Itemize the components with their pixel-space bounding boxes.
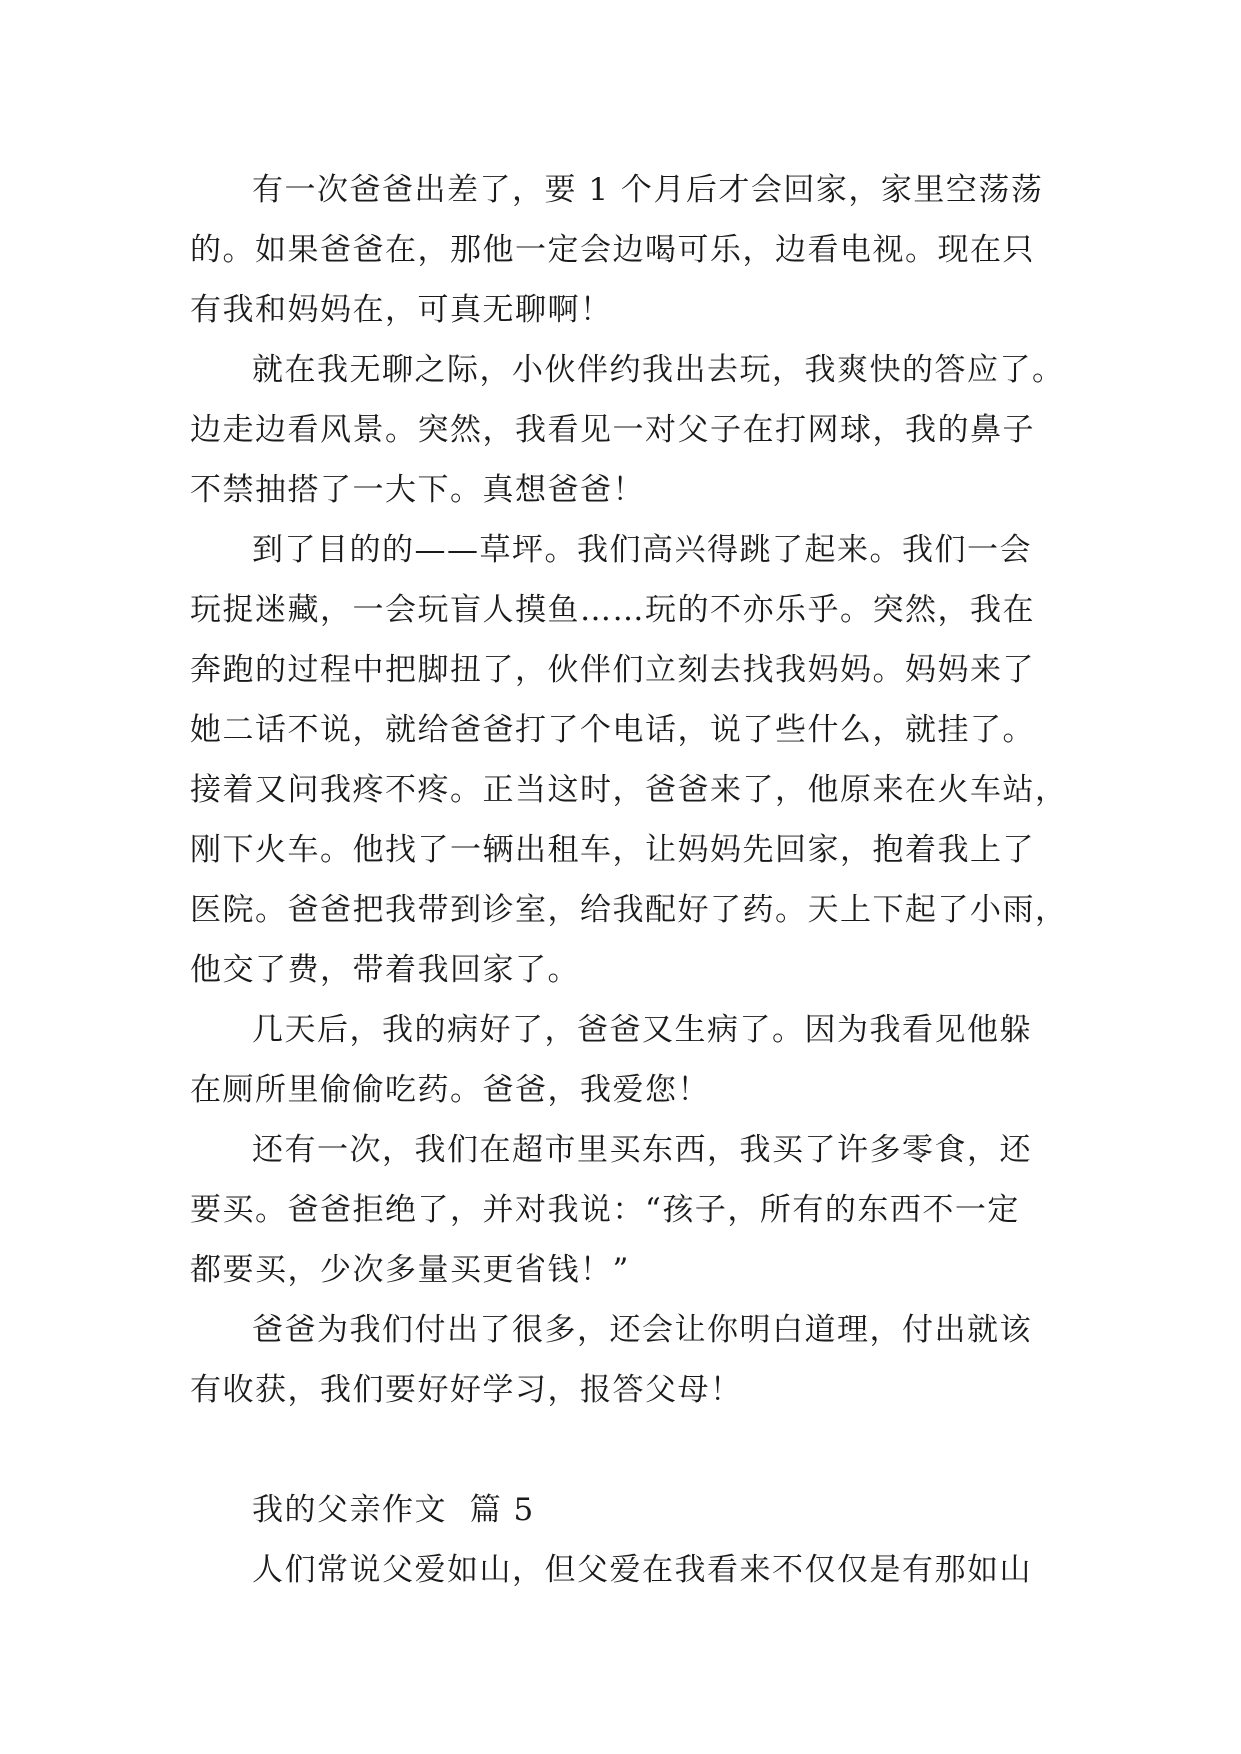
section-heading <box>190 1480 1060 1540</box>
text-line: 还有一次，我们在超市里买东西，我买了许多零食，还 <box>252 1132 1032 1168</box>
text-line: 刚下火车。他找了一辆出租车，让妈妈先回家，抱着我上了 <box>190 832 1035 868</box>
paragraph-4 <box>190 1000 1060 1120</box>
text-line: 不禁抽搭了一大下。真想爸爸！ <box>190 472 645 508</box>
text-line: 她二话不说，就给爸爸打了个电话，说了些什么，就挂了。 <box>190 712 1035 748</box>
section-heading-text: 我的父亲作文 篇 5 <box>252 1492 535 1528</box>
text-line: 到了目的的——草坪。我们高兴得跳了起来。我们一会 <box>252 532 1032 568</box>
text-line: 在厕所里偷偷吃药。爸爸，我爱您！ <box>190 1072 710 1108</box>
text-line: 医院。爸爸把我带到诊室，给我配好了药。天上下起了小雨， <box>190 892 1068 928</box>
text-line: 有我和妈妈在，可真无聊啊！ <box>190 292 613 328</box>
essay-body <box>190 160 1068 1600</box>
text-line: 边走边看风景。突然，我看见一对父子在打网球，我的鼻子 <box>190 412 1035 448</box>
final-paragraph <box>190 1540 1060 1600</box>
text-line: 爸爸为我们付出了很多，还会让你明白道理，付出就该 <box>252 1312 1032 1348</box>
text-line: 就在我无聊之际，小伙伴约我出去玩，我爽快的答应了。 <box>252 352 1065 388</box>
paragraph-1 <box>190 160 1060 340</box>
text-line: 几天后，我的病好了，爸爸又生病了。因为我看见他躲 <box>252 1012 1032 1048</box>
text-line: 要买。爸爸拒绝了，并对我说：“孩子，所有的东西不一定 <box>190 1192 1020 1228</box>
text-line: 的。如果爸爸在，那他一定会边喝可乐，边看电视。现在只 <box>190 232 1035 268</box>
text-line: 奔跑的过程中把脚扭了，伙伴们立刻去找我妈妈。妈妈来了 <box>190 652 1035 688</box>
text-line: 玩捉迷藏，一会玩盲人摸鱼……玩的不亦乐乎。突然，我在 <box>190 592 1035 628</box>
text-line: 接着又问我疼不疼。正当这时，爸爸来了，他原来在火车站， <box>190 772 1068 808</box>
text-line: 他交了费，带着我回家了。 <box>190 952 580 988</box>
text-line: 都要买，少次多量买更省钱！” <box>190 1252 630 1288</box>
paragraph-3 <box>190 520 1068 1000</box>
text-line: 有一次爸爸出差了，要 1 个月后才会回家，家里空荡荡 <box>252 172 1044 208</box>
text-line: 人们常说父爱如山，但父爱在我看来不仅仅是有那如山 <box>252 1552 1032 1588</box>
paragraph-2 <box>190 340 1065 520</box>
paragraph-6 <box>190 1300 1060 1420</box>
paragraph-5 <box>190 1120 1060 1300</box>
text-line: 有收获，我们要好好学习，报答父母！ <box>190 1372 743 1408</box>
